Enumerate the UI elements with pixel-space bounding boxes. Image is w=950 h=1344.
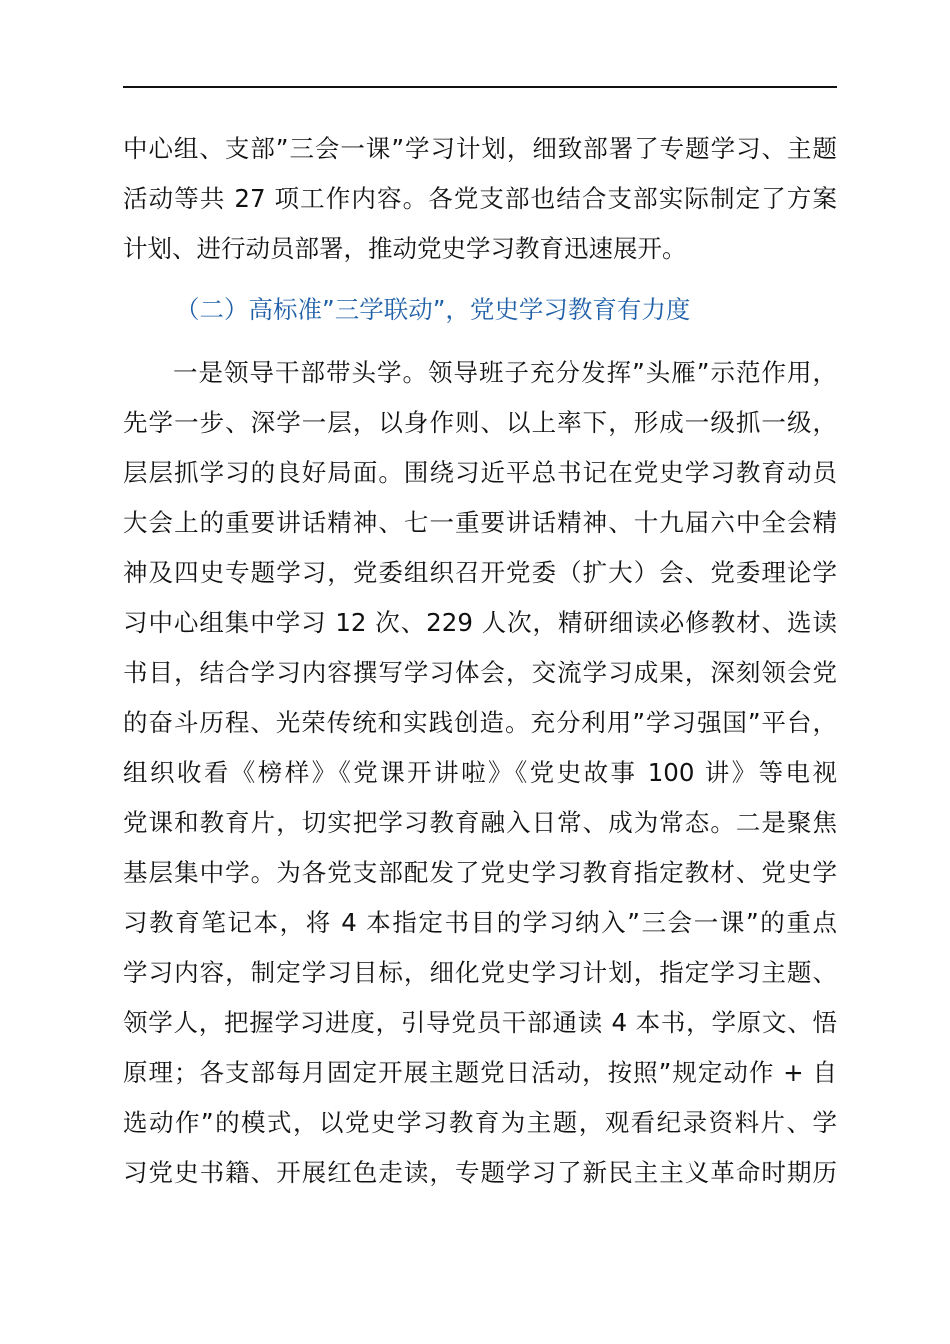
paragraph-line: 党课和教育片，切实把学习教育融入日常、成为常态。二是聚焦 [123,808,837,837]
paragraph-line: 先学一步、深学一层，以身作则、以上率下，形成一级抓一级， [123,408,837,437]
paragraph-line: 原理；各支部每月固定开展主题党日活动，按照”规定动作 + 自 [123,1058,837,1087]
paragraph-line: 学习内容，制定学习目标，细化党史学习计划，指定学习主题、 [123,958,837,987]
document-body [123,124,837,1198]
paragraph-line: 选动作”的模式，以党史学习教育为主题，观看纪录资料片、学 [123,1108,837,1137]
paragraph-line: 基层集中学。为各党支部配发了党史学习教育指定教材、党史学 [123,858,837,887]
paragraph-line: 领学人，把握学习进度，引导党员干部通读 4 本书，学原文、悟 [123,1008,837,1037]
paragraph-line: 神及四史专题学习，党委组织召开党委（扩大）会、党委理论学 [123,558,837,587]
paragraph-line: 组织收看《榜样》《党课开讲啦》《党史故事 100 讲》等电视 [123,758,837,787]
paragraph-line: 的奋斗历程、光荣传统和实践创造。充分利用”学习强国”平台， [123,708,837,737]
paragraph-line: 层层抓学习的良好局面。围绕习近平总书记在党史学习教育动员 [123,458,837,487]
intro-line: 活动等共 27 项工作内容。各党支部也结合支部实际制定了方案 [123,184,837,213]
paragraph-line: 习中心组集中学习 12 次、229 人次，精研细读必修教材、选读 [123,608,837,637]
section-heading: （二）高标准”三学联动”，党史学习教育有力度 [175,295,691,324]
header-rule [123,86,837,88]
paragraph-line: 习党史书籍、开展红色走读，专题学习了新民主主义革命时期历 [123,1158,837,1187]
paragraph-line: 一是领导干部带头学。领导班子充分发挥”头雁”示范作用， [173,358,837,387]
intro-line: 中心组、支部”三会一课”学习计划，细致部署了专题学习、主题 [123,134,837,163]
paragraph-line: 书目，结合学习内容撰写学习体会，交流学习成果，深刻领会党 [123,658,837,687]
paragraph-line: 大会上的重要讲话精神、七一重要讲话精神、十九届六中全会精 [123,508,837,537]
paragraph-line: 习教育笔记本，将 4 本指定书目的学习纳入”三会一课”的重点 [123,908,837,937]
intro-line: 计划、进行动员部署，推动党史学习教育迅速展开。 [123,234,687,263]
